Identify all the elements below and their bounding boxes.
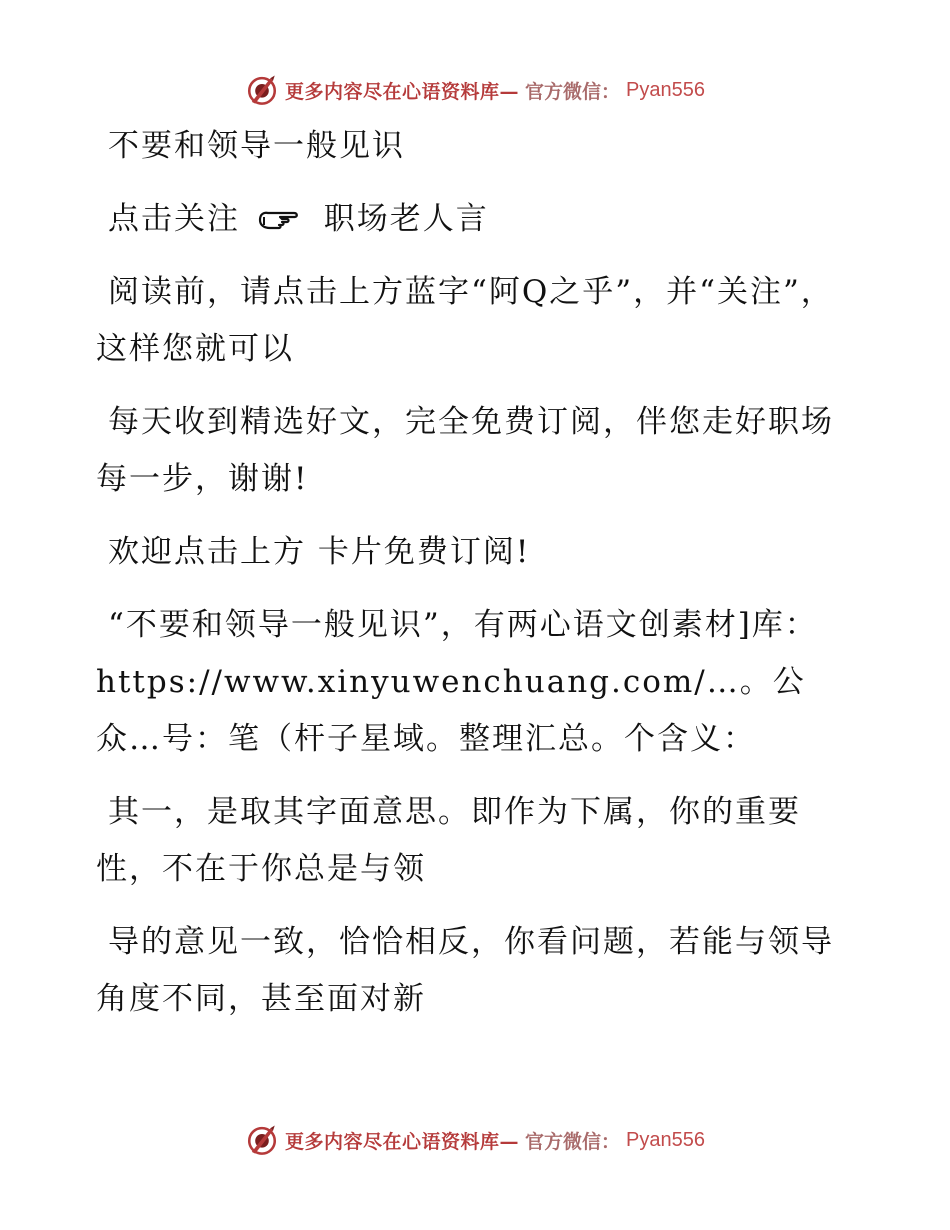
paragraph: “不要和领导一般见识”，有两心语文创素材]库：https://www.xinyuwenchuang.com/…。公众…号：笔（杆子星域。整理汇总。个含义： xyxy=(96,607,818,757)
document-title: 不要和领导一般见识 xyxy=(108,128,405,164)
document-body xyxy=(96,118,836,1044)
banner-wechat-label: 官方微信： xyxy=(525,80,621,103)
header-banner xyxy=(0,70,950,110)
brand-logo-icon xyxy=(245,1123,279,1157)
follow-suffix: 职场老人言 xyxy=(323,201,489,237)
pointing-hand-icon xyxy=(258,208,302,234)
banner-wechat-id: Pyan556 xyxy=(626,78,705,101)
banner-wechat-id: Pyan556 xyxy=(626,1128,705,1151)
paragraph: 其一，是取其字面意思。即作为下属，你的重要性，不在于你总是与领 xyxy=(96,794,801,887)
follow-line xyxy=(96,191,836,248)
brand-logo-icon xyxy=(245,73,279,107)
paragraph: 欢迎点击上方 卡片免费订阅! xyxy=(108,534,531,570)
paragraph: 导的意见一致，恰恰相反，你看问题，若能与领导角度不同，甚至面对新 xyxy=(96,924,834,1017)
banner-wechat-label: 官方微信： xyxy=(525,1130,621,1153)
paragraph: 每天收到精选好文，完全免费订阅，伴您走好职场每一步，谢谢! xyxy=(96,404,834,497)
footer-banner xyxy=(0,1120,950,1160)
banner-text: 更多内容尽在心语资料库— xyxy=(285,80,520,103)
follow-prefix: 点击关注 xyxy=(108,201,240,237)
paragraph: 阅读前，请点击上方蓝字“阿Q之乎”，并“关注”，这样您就可以 xyxy=(96,274,834,367)
banner-text: 更多内容尽在心语资料库— xyxy=(285,1130,520,1153)
